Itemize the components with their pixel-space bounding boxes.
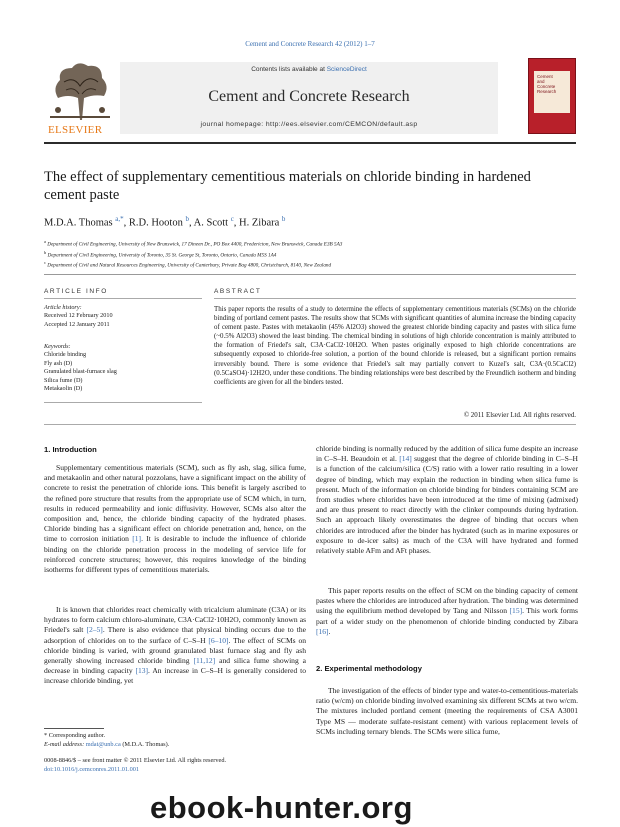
abstract-copyright: © 2011 Elsevier Ltd. All rights reserved. — [463, 412, 576, 419]
title-rule — [44, 274, 576, 275]
intro-paragraph-1 — [44, 463, 306, 575]
journal-citation[interactable]: Cement and Concrete Research 42 (2012) 1–7 — [245, 40, 375, 48]
email-footnote — [44, 741, 169, 750]
affiliation-mark: c — [44, 260, 46, 266]
affiliation-text: Department of Civil and Natural Resources Engineering, University of Canterbury, Private Bag 4800, Christchurch, 8140, New Zealand — [47, 263, 332, 270]
elsevier-wordmark: ELSEVIER — [48, 124, 103, 136]
citation-link[interactable]: [11,12] — [193, 656, 216, 666]
issn-line: 0008-8846/$ – see front matter © 2011 Elsevier Ltd. All rights reserved. — [44, 757, 227, 764]
journal-cover-thumbnail[interactable] — [528, 58, 576, 134]
right-paragraph-1 — [316, 444, 578, 556]
history-item: Received 12 February 2010 — [44, 312, 113, 320]
abstract-heading: ABSTRACT — [214, 288, 262, 295]
contents-prefix: Contents lists available at — [251, 66, 327, 73]
keyword-item: Metakaolin (D) — [44, 385, 83, 393]
masthead-box — [120, 62, 498, 134]
paragraph-text: . The effect of SCMs on chloride binding is varied, with ground granulated blast furnace slag and fly ash generally showing increased chloride binding — [44, 635, 306, 666]
citation-link[interactable]: [14] — [399, 454, 412, 464]
keyword-item: Chloride binding — [44, 351, 87, 359]
sciencedirect-link[interactable]: ScienceDirect — [326, 66, 367, 73]
section-title-introduction: 1. Introduction — [44, 445, 97, 454]
journal-homepage-link[interactable]: journal homepage: http://ees.elsevier.com/CEMCON/default.asp — [200, 121, 418, 128]
masthead — [44, 58, 576, 138]
article-info-rule — [44, 298, 202, 299]
citation-link[interactable]: [16] — [316, 626, 329, 636]
abstract-text: This paper reports the results of a study to determine the effects of supplementary cementitious materials (SCMs) on the chloride binding of portland cement pastes. The results show that SCMs with significant quantities of alumina increase the binding capacity of cement paste. Pastes with metakaolin (45% Al2O3) showed the greatest chloride binding capacity and pastes with silica fume (~0.5% Al2O3) showed the least binding. The chemical binding in solutions of high chloride concentration is mainly attributed to the formation of Friedel's salt, C3A·CaCl2·10H2O. When pastes originally exposed to high chloride concentrations are subsequently exposed to chloride-free solution, a portion of the bound chloride is released, but a significant portion remains irreversibly bound. There is some evidence that Friedel's salt may partially convert to Kuzel's salt, C3A·(0.5CaCl2)(0.5CaSO4)·12H2O, under these conditions. The binding relationships were best described by the Freundlich isotherm and binding coefficients are given for all the binders tested. — [214, 306, 576, 386]
affiliation-mark: a — [44, 239, 46, 244]
paragraph-text: The investigation of the effects of binder type and water-to-cementitious-materials ratio (w/cm) on chloride binding involved examining six different SCMs at two w/cm. The mixtures included portland cement (meeting the requirements of CSA A3001 Type MS — moderate sulfate-resistant cement) with various replacement levels of SCMs including ternary blends. The SCMs were silica fume, — [316, 686, 578, 736]
issn-block — [44, 757, 226, 774]
author-affiliation-mark[interactable]: c — [230, 215, 234, 223]
keyword-item: Silica fume (D) — [44, 376, 83, 384]
history-item: Accepted 12 January 2011 — [44, 320, 110, 328]
intro-paragraph-2 — [44, 605, 306, 687]
citation-link[interactable]: [2–5] — [86, 625, 103, 635]
corresponding-author-note: * Corresponding author. — [44, 732, 106, 739]
header-rule — [44, 142, 576, 144]
paragraph-text: and silica fume showing a decrease in binding capacity — [44, 656, 306, 676]
keywords — [44, 343, 202, 393]
paragraph-text: chloride binding is normally reduced by the addition of silica fume despite an increase in C–S–H. Beaudoin et al. — [316, 444, 578, 464]
cover-title-panel — [534, 71, 570, 113]
article-history — [44, 304, 202, 329]
method-paragraph-1 — [316, 686, 578, 737]
author-affiliation-mark[interactable]: b — [281, 215, 286, 223]
paragraph-text: This paper reports results on the effect of SCM on the binding capacity of cement pastes where the chlorides are introduced after hydration. The binding was determined using the equilibrium method developed by Tang and Nilsson — [316, 586, 578, 616]
author-name[interactable]: M.D.A. Thomas — [44, 217, 113, 229]
doi-link[interactable]: doi:10.1016/j.cemconres.2011.01.001 — [44, 765, 140, 773]
paragraph-text: . There is also evidence that physical binding occurs due to the adsorption of chlorides on to the surface of C–S–H — [44, 625, 306, 645]
author-affiliation-mark[interactable]: a,* — [115, 215, 124, 223]
keywords-label: Keywords: — [44, 343, 71, 350]
paragraph-text: . An increase in C–S–H is generally considered to increase chloride binding, yet — [44, 666, 307, 686]
citation-link[interactable]: [6–10] — [208, 635, 229, 645]
elsevier-tree-icon — [44, 58, 116, 124]
author-name[interactable]: H. Zibara — [239, 217, 280, 229]
section-title-experimental-methodology: 2. Experimental methodology — [316, 664, 422, 673]
footnote-rule — [44, 728, 104, 729]
keyword-item: Fly ash (D) — [44, 359, 73, 367]
author-name[interactable]: R.D. Hooton — [128, 217, 183, 229]
elsevier-logo[interactable] — [44, 58, 116, 136]
watermark: ebook-hunter.org — [150, 790, 413, 825]
history-label: Article history: — [44, 304, 82, 311]
citation-link[interactable]: [15] — [509, 606, 523, 616]
affiliations — [44, 238, 576, 270]
paper-title: The effect of supplementary cementitious materials on chloride binding in hardened cement paste — [44, 169, 531, 203]
paragraph-text: suggest that the degree of chloride binding in C–S–H is a function of the calcium/silica (C/S) ratio with a lower ratio resulting in a lower degree of binding, which may explain the reduction in binding when silica fume is present. Much of the information on chloride binding for binders containing SCM are from studies where chlorides have been introduced at the time of mixing (admixed) and are thus present to react directly with the clinker compounds during hydration. Such an approach likely overestimates the degree of binding that occurs when chlorides are introduced after the binder has hydrated (such as in marine exposures or exposure to de-icer salts) as much of the C3A will have hydrated and formed relatively stable AFm and AFt phases. — [316, 454, 578, 556]
cover-title-line: Cement — [537, 74, 553, 79]
affiliation-text: Department of Civil Engineering, University of Toronto, 35 St. George St, Toronto, Ontario, Canada M5S 1A4 — [47, 252, 277, 259]
keyword-item: Granulated blast-furnace slag — [44, 368, 117, 376]
paragraph-text: Supplementary cementitious materials (SCM), such as fly ash, slag, silica fume, and metakaolin and other natural pozzolans, have a significant impact on the ability of concrete to resist the penetration of chloride ions. This benefit is largely ascribed to the refined pore structure that results from the appropriate use of SCM which, in turn, results in reduced permeability and ionic diffusivity. However, SCMs also alter the composition and, hence, the chloride binding capacity of the hydrated phases. Chloride binding has a significant effect on chloride penetration and, hence, on the time to corrosion initiation — [44, 463, 306, 544]
abstract-bottom-rule — [44, 424, 576, 425]
email-label: E-mail address: — [44, 741, 86, 748]
abstract-rule — [214, 298, 576, 299]
citation-link[interactable]: [1] — [132, 534, 142, 544]
affiliation-text: Department of Civil Engineering, University of New Brunswick, 17 Dineen Dr., PO Box 4400, Fredericton, New Brunswick, Canada E3B 5A3 — [47, 241, 343, 248]
article-info-bottom-rule — [44, 402, 202, 403]
affiliation-mark: b — [44, 249, 47, 255]
affiliation-item — [44, 249, 576, 260]
paragraph-text: . It is desirable to include the influence of chloride binding on the chloride penetration process in the modeling of service life for reinforced concrete structures; however, this requires knowledge of the binding isotherms for different types of cementitious materials. — [44, 534, 306, 575]
author-affiliation-mark[interactable]: b — [185, 215, 189, 223]
email-link[interactable]: mdat@unb.ca — [85, 741, 121, 748]
cover-title-line: Research — [537, 89, 557, 94]
cover-title-line: and — [537, 79, 545, 84]
affiliation-item — [44, 238, 576, 249]
cover-title-line: Concrete — [537, 84, 556, 89]
paragraph-text: It is known that chlorides react chemically with tricalcium aluminate (C3A) or its hydrates to form calcium chloro-aluminate, C3A·CaCl2·10H2O, commonly known as Friedel's salt — [44, 605, 306, 635]
affiliation-item — [44, 259, 576, 270]
citation-link[interactable]: [13] — [135, 666, 149, 676]
right-paragraph-2 — [316, 586, 578, 637]
article-info-heading: ARTICLE INFO — [44, 288, 108, 295]
journal-name: Cement and Concrete Research — [208, 88, 410, 105]
author-list: M.D.A. Thomas $^{a,*}$, R.D. Hooton $^b$, A. Scott $^c$, H. Zibara $^b$ — [44, 215, 286, 229]
paragraph-text: . — [328, 626, 331, 636]
email-suffix: (M.D.A. Thomas). — [120, 741, 170, 748]
author-name[interactable]: A. Scott — [193, 217, 229, 229]
paragraph-text: . This work forms part of a wider study on the phenomenon of chloride binding conducted by Zibara — [316, 606, 578, 626]
contents-line — [120, 66, 498, 73]
